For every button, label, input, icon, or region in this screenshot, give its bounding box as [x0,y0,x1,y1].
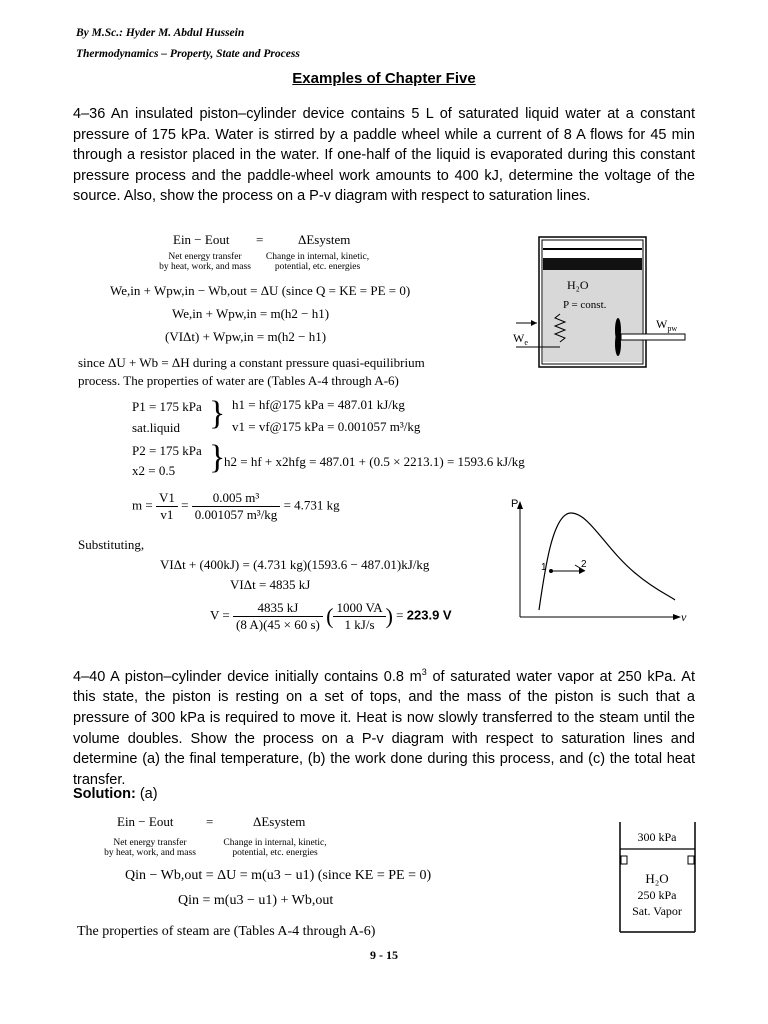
header-author: By M.Sc.: Hyder M. Abdul Hussein [76,27,245,39]
p1-state2-brace: } [209,439,226,476]
p1-state1-v: v1 = vf@175 kPa = 0.001057 m³/kg [232,419,421,434]
p1-eq2: We,in + Wpw,in = m(h2 − h1) [172,306,330,321]
p1-device-wpw: $W_{pw}$ [656,317,678,333]
p1-balance-rhs: ΔEsystem [298,232,351,247]
p2-balance-lhs: Ein − Eout [117,814,174,829]
p1-since-line2: process. The properties of water are (Tables A-4 through A-6) [78,373,399,388]
p2-properties-text: The properties of steam are (Tables A-4 through A-6) [77,924,376,939]
page-title: Examples of Chapter Five [292,70,476,87]
p2-eq1: Qin − Wb,out = ΔU = m(u3 − u1) (since KE = PE = 0) [125,868,432,883]
p1-state2-pressure: P2 = 175 kPa [132,443,202,458]
p2-balance-eq: = [206,814,214,829]
p2-balance-rhs-note: Change in internal, kinetic, potential, etc. energies [223,838,327,858]
p2-eq2: Qin = m(u3 − u1) + Wb,out [178,893,334,908]
p1-state2-quality: x2 = 0.5 [132,463,176,478]
pv-point-2: 2 [581,559,587,570]
p1-piston-cylinder-diagram [500,232,690,372]
p1-eq1: We,in + Wpw,in − Wb,out = ΔU (since Q = KE = PE = 0) [110,283,411,298]
pv-x-label: v [681,610,687,624]
p1-pv-diagram [505,493,695,628]
p1-mass-equation: m = $\frac{V1}{v1}$ = $\frac{\text{0.005 m³}}{\text{0.001057 m³/kg}}$ = 4.731 kg [132,490,340,522]
p1-state1-brace: } [209,395,226,432]
p1-state1-pressure: P1 = 175 kPa [132,399,202,414]
p1-balance-lhs-note: Net energy transfer by heat, work, and mass [159,252,251,272]
p1-sub2: VIΔt = 4835 kJ [230,577,311,592]
p1-device-we: $W_e$ [513,331,528,347]
problem2-statement: 4–40 A piston–cylinder device initially contains 0.8 $m^3$ of saturated water vapor at 250 kPa. At this state, the piston is resting on a set of tops, and the mass of the piston is such that a pressure of 300 kPa is required to move it. Heat is now slowly transferred to the steam until the volume doubles. Show the process on a P-v diagram with respect to saturation lines and determine (a) the final temperature, (b) the work done during this process, and (c) the total heat transfer. [73,667,695,788]
p1-voltage-result: 223.9 V [406,607,452,623]
p2-device-fluid: H₂O [645,871,669,886]
problem2-solution-label: Solution: (a) [73,786,158,802]
header-course: Thermodynamics – Property, State and Process [76,48,300,60]
p2-device-pressure: 250 kPa [637,888,677,902]
p1-balance-rhs-note: Change in internal, kinetic, potential, etc. energies [265,252,370,272]
p1-state1-h: h1 = hf@175 kPa = 487.01 kJ/kg [232,397,405,412]
pv-saturation-dome [539,513,675,610]
p2-device-state: Sat. Vapor [632,904,682,918]
p1-voltage-equation: V = $\frac{4835 kJ}{(8 A)(45 \times 60 s)}$ ( $\frac{1000 VA}{1 kJ/s}$ ) = 223.9 V [210,600,452,632]
p1-state1-condition: sat.liquid [132,420,181,435]
p2-device-pressure-top: 300 kPa [637,830,677,844]
p1-balance-lhs: Ein − Eout [173,232,230,247]
p1-eq3: (VIΔt) + Wpw,in = m(h2 − h1) [165,329,327,344]
pv-y-label: P [511,498,519,510]
p1-device-condition: P = const. [563,299,607,311]
pv-point-1: 1 [541,562,547,573]
p1-state2-h: h2 = hf + x2hfg = 487.01 + (0.5 × 2213.1) = 1593.6 kJ/kg [224,454,525,469]
p2-piston-cylinder-diagram [615,820,700,935]
p1-since-line1: since ΔU + Wb = ΔH during a constant pressure quasi-equilibrium [78,355,425,370]
page-number: 9 - 15 [370,948,398,962]
problem1-statement: 4–36 An insulated piston–cylinder device contains 5 L of saturated liquid water at a constant pressure of 175 kPa. Water is stirred by a paddle wheel while a current of 8 A flows for 45 min through a resistor placed in the water. If one-half of the liquid is evaporated during this constant pressure process and the paddle-wheel work amounts to 400 kJ, determine the voltage of the source. Also, show the process on a P-v diagram with respect to saturation lines. [73,106,695,205]
p1-device-fluid: H₂O [567,278,589,292]
p2-balance-lhs-note: Net energy transfer by heat, work, and mass [104,838,196,858]
p1-substituting: Substituting, [78,537,145,552]
p1-sub1: VIΔt + (400kJ) = (4.731 kg)(1593.6 − 487.01)kJ/kg [160,557,430,572]
p1-balance-eq: = [256,232,264,247]
p2-balance-rhs: ΔEsystem [253,814,306,829]
